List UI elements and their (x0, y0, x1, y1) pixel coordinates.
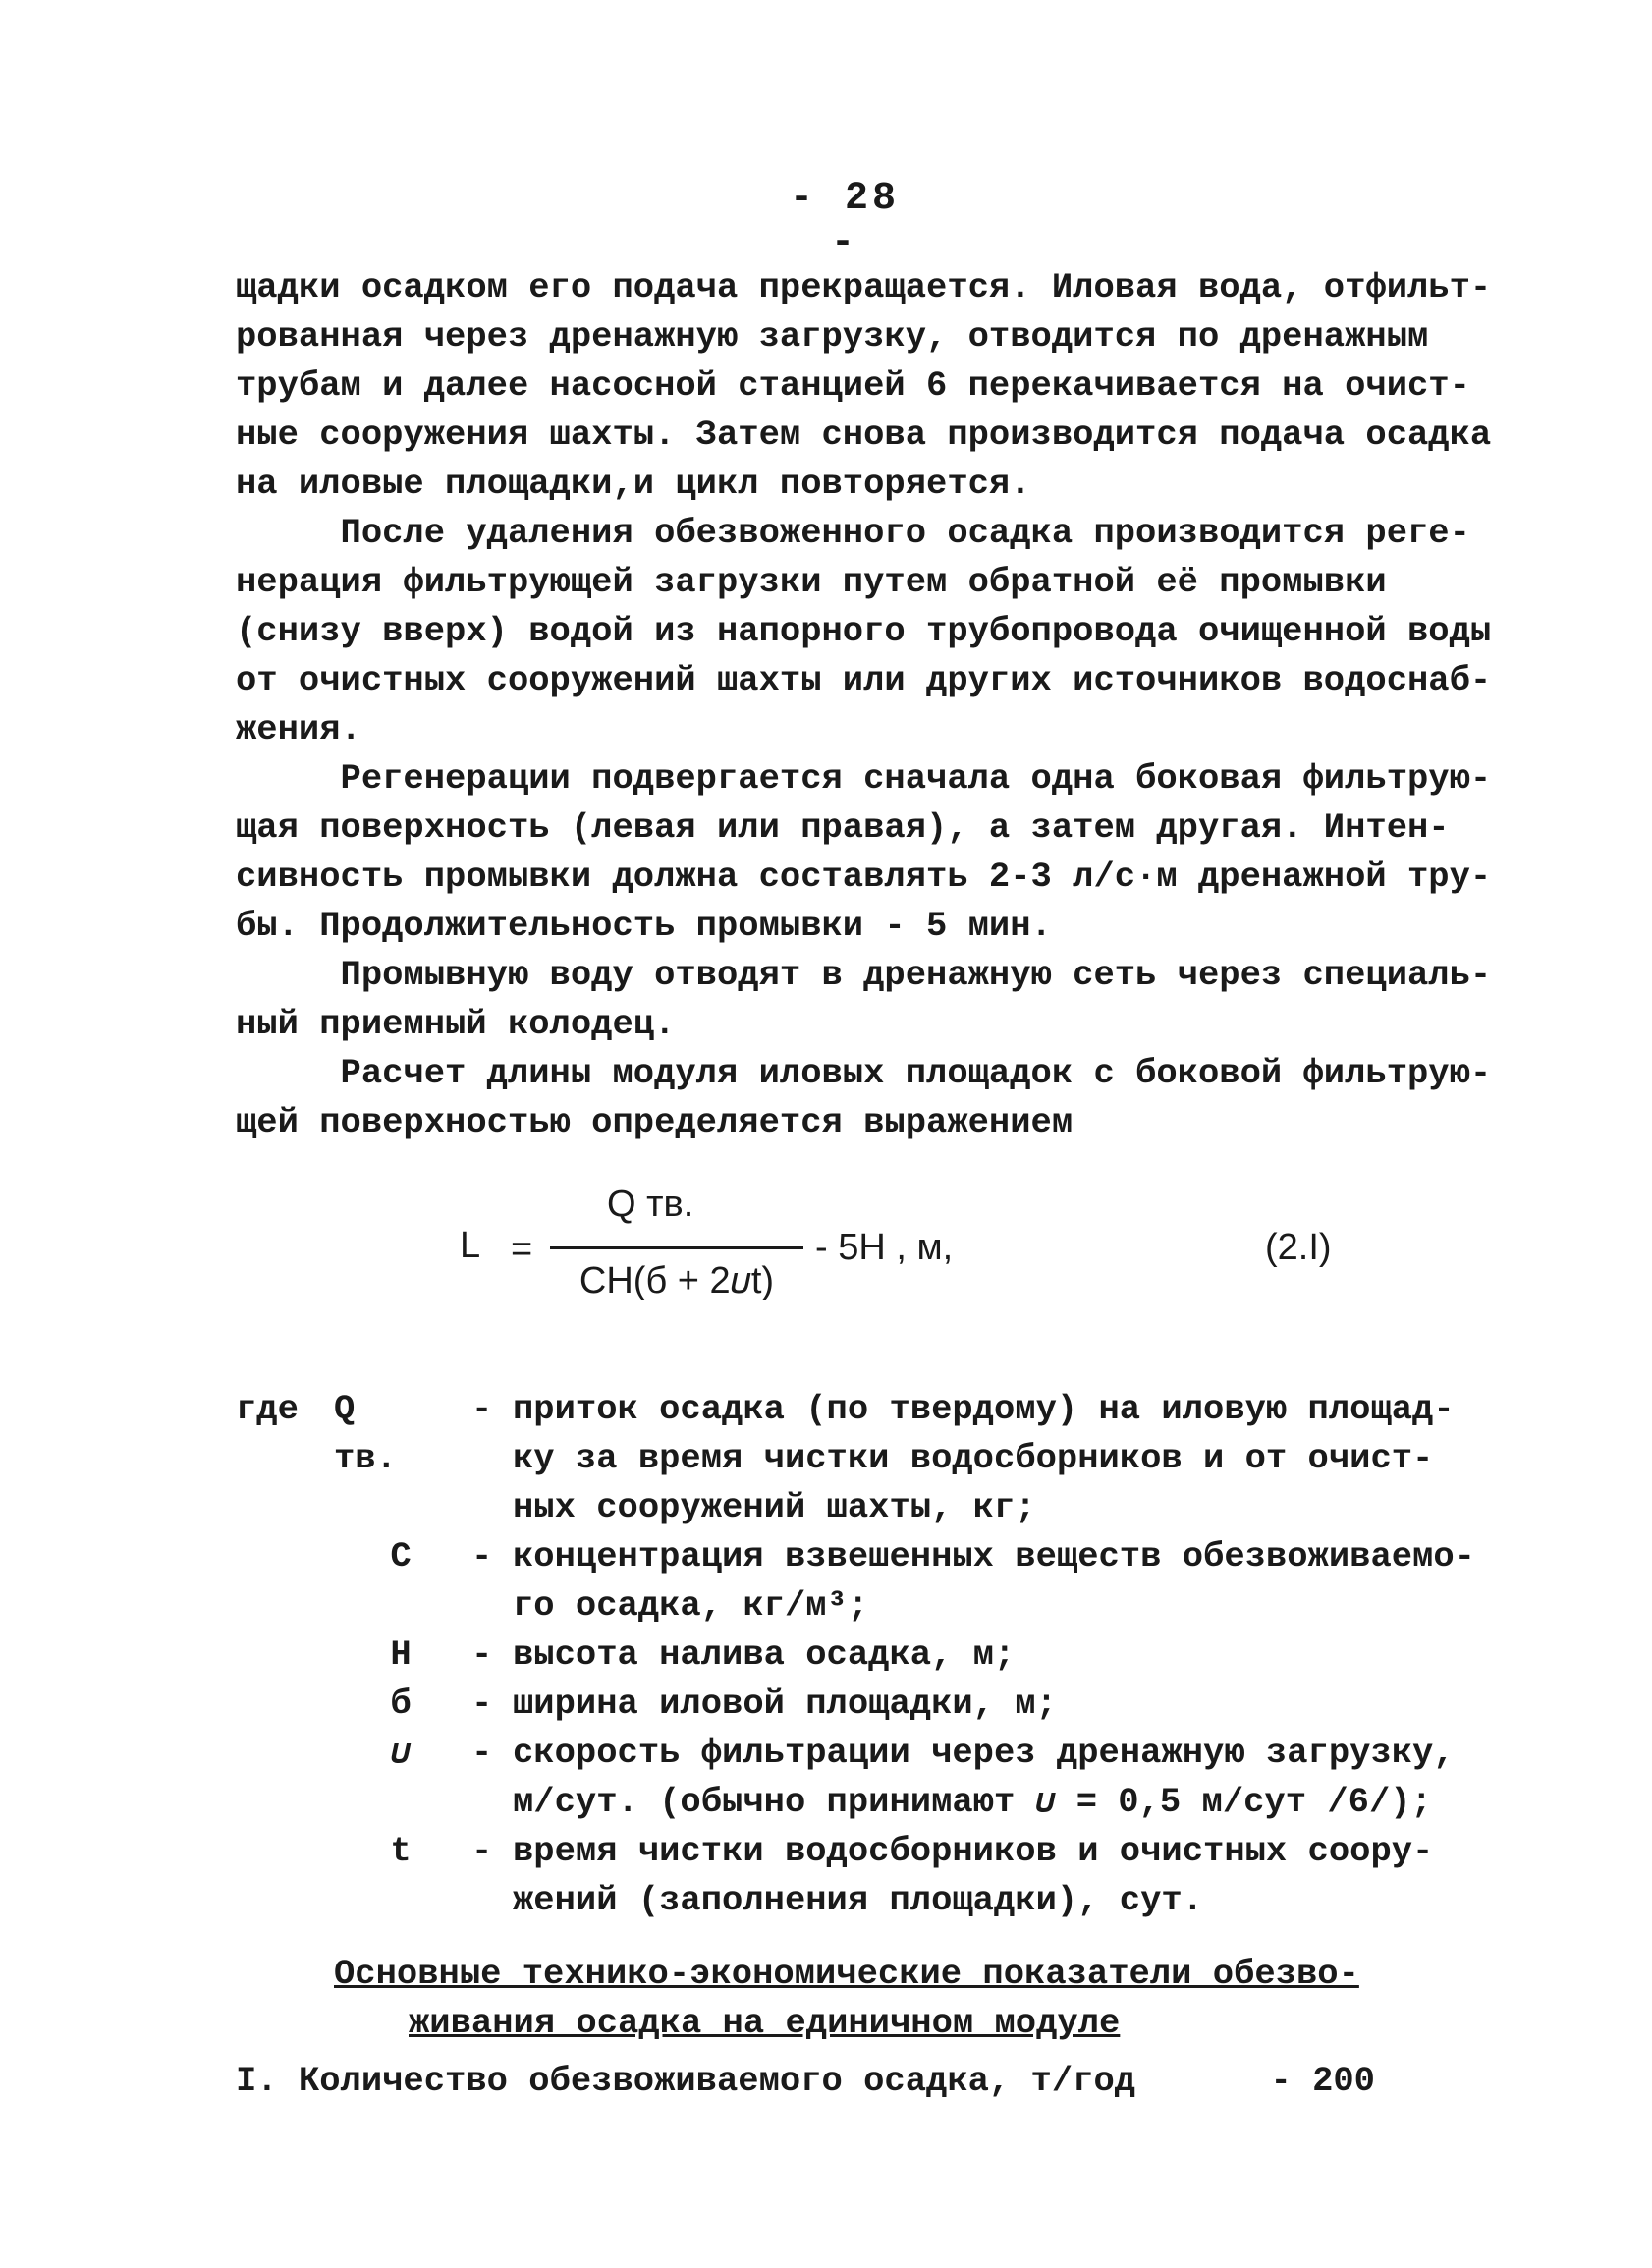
description-line: го осадка, кг/м³; (513, 1585, 869, 1626)
text-line: щадки осадком его подача прекращается. Иловая вода, отфильт- (236, 267, 1492, 307)
description-line: жений (заполнения площадки), сут. (513, 1880, 1204, 1920)
description-line: время чистки водосборников и очистных соору- (513, 1831, 1434, 1871)
formula-numerator: Q тв. (607, 1184, 694, 1225)
text-line: Расчет длины модуля иловых площадок с боковой фильтрую- (236, 1053, 1492, 1093)
text-line: жения. (236, 709, 361, 749)
variable-symbol: б (390, 1684, 412, 1724)
description-line: ных сооружений шахты, кг; (513, 1487, 1036, 1527)
paragraph (236, 1049, 1492, 1147)
description-line: приток осадка (по твердому) на иловую площад- (513, 1389, 1455, 1429)
text-line: сивность промывки должна составлять 2-3 л/с·м дренажной тру- (236, 857, 1492, 897)
variable-symbol: Q тв. (334, 1389, 397, 1478)
fraction-bar (550, 1246, 803, 1249)
text-line: нерация фильтрующей загрузки путем обратной её промывки (236, 562, 1387, 602)
variable-row (236, 1729, 1455, 1827)
variable-description (513, 1631, 1444, 1680)
formula-rest: - 5H , м, (815, 1227, 954, 1268)
variable-definitions (236, 1385, 1475, 1925)
indicator-item (236, 2057, 1375, 2106)
page-number: - 28 - (789, 177, 900, 265)
text-line: (снизу вверх) водой из напорного трубопровода очищенной воды (236, 611, 1492, 651)
variable-row (236, 1385, 1455, 1532)
equation-number: (2.I) (1265, 1227, 1332, 1268)
description-line: ку за время чистки водосборников и от очист- (513, 1438, 1434, 1478)
formula-2-1 (460, 1184, 1442, 1331)
variable-description (513, 1680, 1444, 1729)
formula-denominator: CH(б + 2𝜐t) (578, 1260, 775, 1301)
formula-lhs: L (460, 1225, 481, 1266)
variable-dash: - (471, 1684, 493, 1724)
text-line: щей поверхностью определяется выражением (236, 1102, 1074, 1142)
text-line: Регенерации подвергается сначала одна боковая фильтрую- (236, 758, 1492, 799)
text-line: трубам и далее насосной станцией 6 перекачивается на очист- (236, 365, 1470, 406)
variable-symbol: C (390, 1536, 412, 1577)
variable-dash: - (471, 1389, 493, 1429)
text-line: на иловые площадки,и цикл повторяется. (236, 464, 1031, 504)
variable-description (513, 1532, 1475, 1631)
text-line: бы. Продолжительность промывки - 5 мин. (236, 906, 1052, 946)
description-line: ширина иловой площадки, м; (513, 1684, 1057, 1724)
text-line: от очистных сооружений шахты или других источников водоснаб- (236, 660, 1492, 700)
variable-description (513, 1827, 1444, 1925)
variable-row (236, 1631, 1444, 1680)
description-line: концентрация взвешенных веществ обезвоживаемо- (513, 1536, 1475, 1577)
description-line: скорость фильтрации через дренажную загрузку, (513, 1733, 1455, 1773)
section-heading-line: живания осадка на единичном модуле (409, 2003, 1121, 2043)
variable-description (513, 1729, 1455, 1827)
variable-description (513, 1385, 1455, 1532)
variable-dash: - (471, 1536, 493, 1577)
paragraph (236, 951, 1492, 1049)
paragraph (236, 263, 1492, 509)
description-line: м/сут. (обычно принимают 𝜐 = 0,5 м/сут /6/); (513, 1782, 1432, 1822)
text-line: Промывную воду отводят в дренажную сеть через специаль- (236, 955, 1492, 995)
text-line: щая поверхность (левая или правая), а затем другая. Интен- (236, 807, 1450, 848)
variable-row (236, 1680, 1444, 1729)
text-line: ные сооружения шахты. Затем снова производится подача осадка (236, 415, 1492, 455)
formula-equals: = (511, 1229, 533, 1270)
paragraph (236, 509, 1492, 754)
description-line: высота налива осадка, м; (513, 1634, 1016, 1675)
body-text (236, 263, 1492, 1147)
variable-symbol: t (390, 1831, 412, 1871)
variable-symbol: 𝜐 (391, 1733, 411, 1773)
where-label: где (236, 1389, 299, 1429)
indicator-value: - 200 (1270, 2061, 1375, 2101)
indicator-label: I. Количество обезвоживаемого осадка, т/год (236, 2061, 1136, 2101)
paragraph (236, 754, 1492, 951)
variable-dash: - (471, 1831, 493, 1871)
text-line: рованная через дренажную загрузку, отводится по дренажным (236, 316, 1429, 357)
variable-dash: - (471, 1634, 493, 1675)
variable-symbol: H (390, 1634, 412, 1675)
section-heading (334, 1950, 1359, 2048)
text-line: После удаления обезвоженного осадка производится реге- (236, 513, 1470, 553)
variable-row (236, 1827, 1444, 1925)
section-heading-line: Основные технико-экономические показатели обезво- (334, 1954, 1359, 1994)
variable-row (236, 1532, 1475, 1631)
text-line: ный приемный колодец. (236, 1004, 676, 1044)
variable-dash: - (471, 1733, 493, 1773)
